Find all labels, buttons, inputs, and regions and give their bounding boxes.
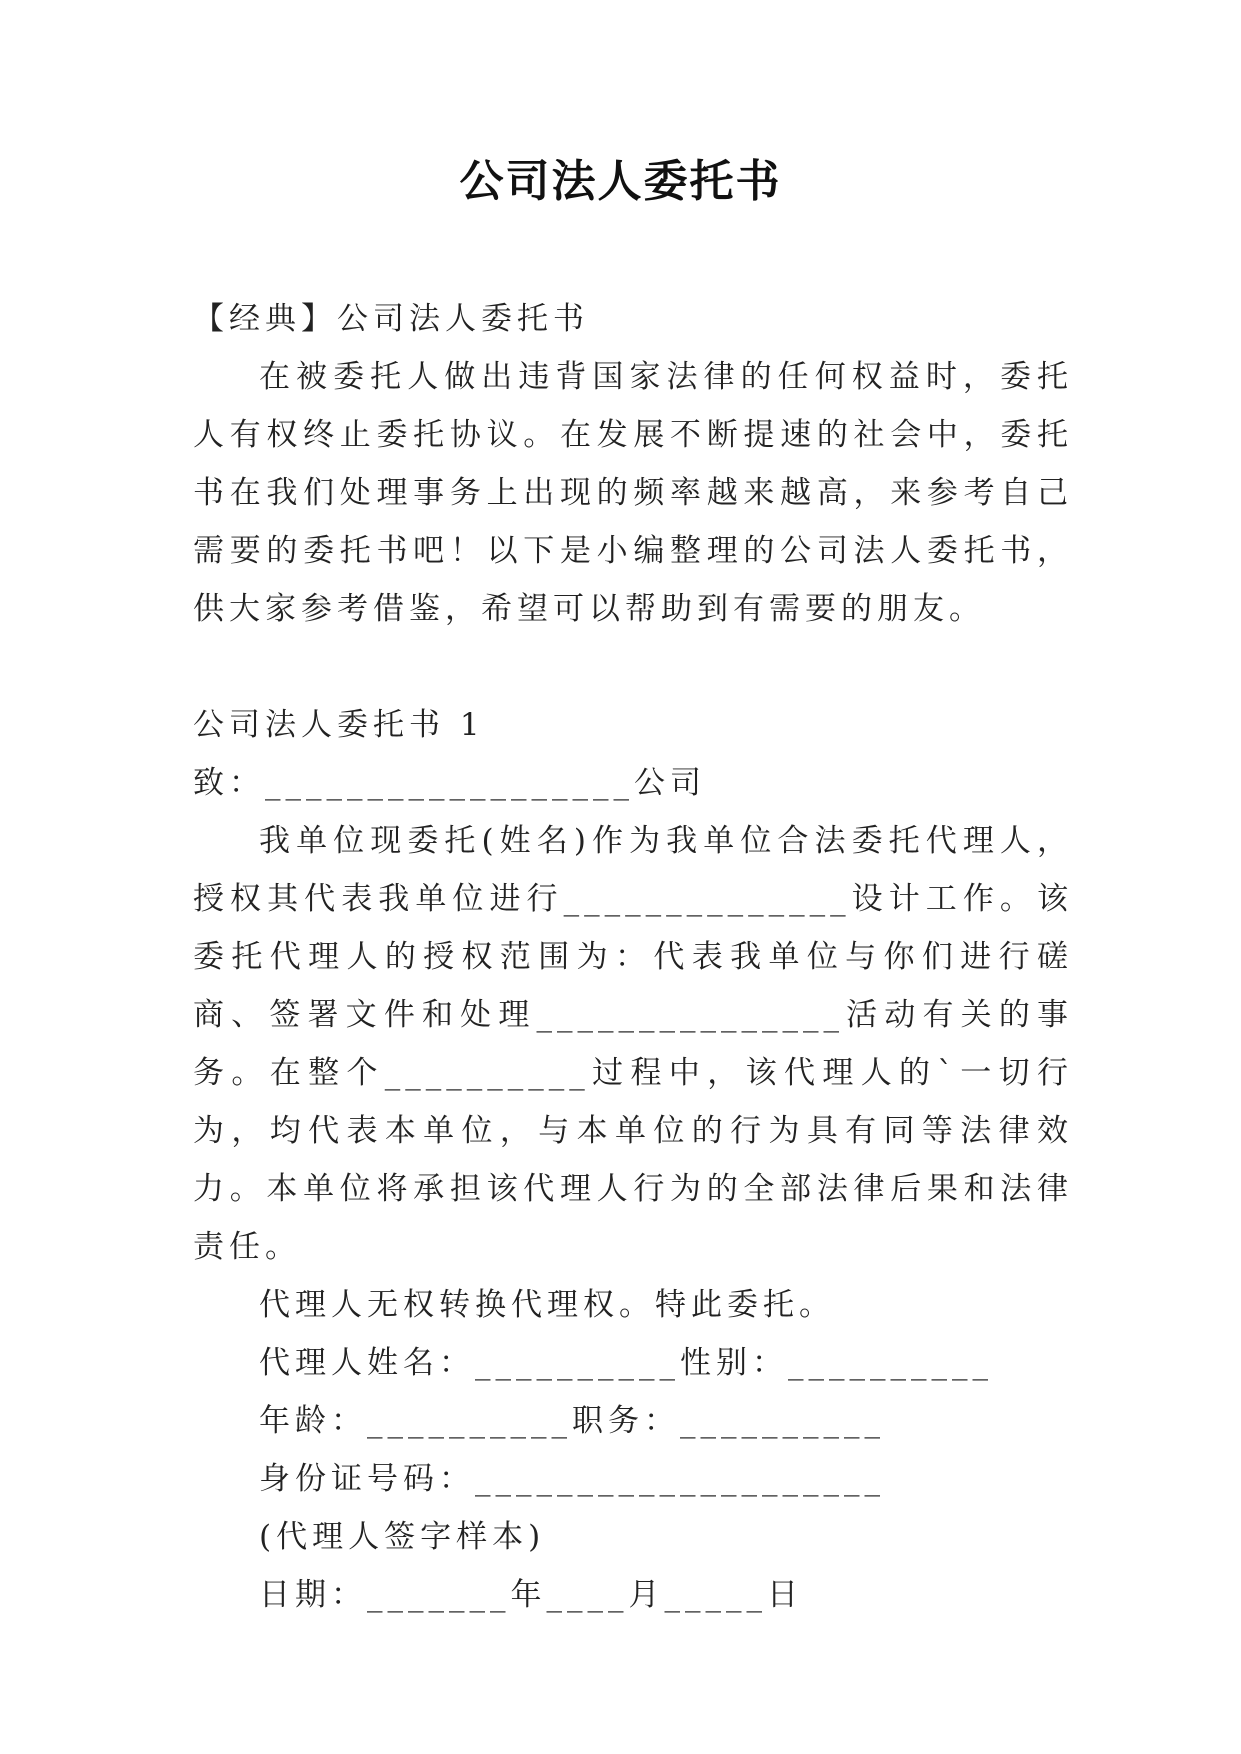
- no-transfer-line: 代理人无权转换代理权。特此委托。: [259, 1287, 835, 1323]
- document-body: [193, 290, 1073, 1624]
- to-line: 致：__________________公司: [193, 765, 706, 801]
- spacer: [193, 638, 1073, 696]
- date-line: 日期：_______年____月_____日: [259, 1577, 803, 1613]
- authorization-paragraph: 我单位现委托(姓名)作为我单位合法委托代理人，授权其代表我单位进行______________设计工作。该委托代理人的授权范围为：代表我单位与你们进行磋商、签署文件和处理_______________活动有关的事务。在整个__________过程中，该代理人的`一切行为，均代表本单位，与本单位的行为具有同等法律效力。本单位将承担该代理人行为的全部法律后果和法律责任。: [193, 823, 1073, 1265]
- signature-sample-line: (代理人签字样本): [259, 1519, 546, 1555]
- document-title: 公司法人委托书: [459, 156, 782, 207]
- section-title: 公司法人委托书 1: [193, 707, 485, 743]
- age-position-line: 年龄：__________职务：__________: [259, 1403, 885, 1439]
- agent-name-gender-line: 代理人姓名：__________性别：__________: [259, 1345, 993, 1381]
- heading-line: 【经典】公司法人委托书: [193, 301, 589, 337]
- id-number-line: 身份证号码：____________________: [259, 1461, 885, 1497]
- intro-paragraph: 在被委托人做出违背国家法律的任何权益时，委托人有权终止委托协议。在发展不断提速的社会中，委托书在我们处理事务上出现的频率越来越高，来参考自己需要的委托书吧！以下是小编整理的公司法人委托书，供大家参考借鉴，希望可以帮助到有需要的朋友。: [193, 359, 1073, 627]
